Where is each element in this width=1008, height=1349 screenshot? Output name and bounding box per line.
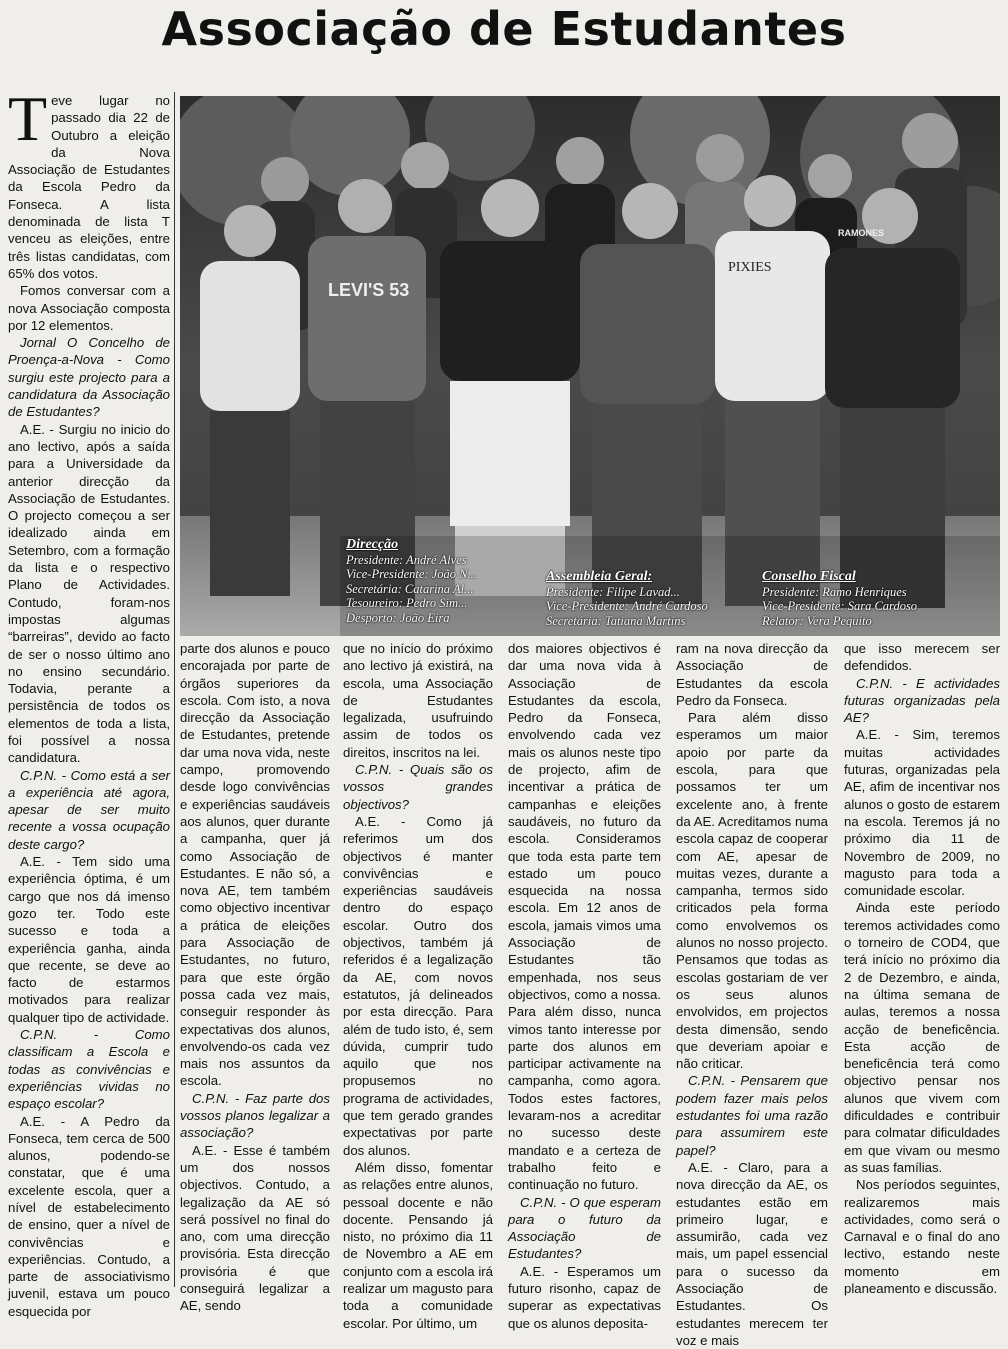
group-photo-illustration — [180, 96, 1000, 636]
paragraph: dos maiores objectivos é dar uma nova vida à Associação de Estudantes da escola, Pedro da Fonseca, envolvendo cada vez mais os alunos neste tipo de projecto, afim de incentivar a prática de campanhas e eleições saudáveis, no futuro da escola. Consideramos que toda esta parte tem estado um pouco esquecida na nossa escola. Em 12 anos de escola, jamais vimos uma Associação de Estudantes tão empenhada, nos seus objectivos, como a nossa. Para além disso, nunca vimos tanto interesse por parte dos alunos em participar activamente na campanha, como agora. Todos estes factores, levaram-nos a acreditar no sucesso deste mandato e a certeza de trabalho feito e continuação no futuro. — [508, 641, 661, 1193]
paragraph: ram na nova direcção da Associação de Estudantes da escola Pedro da Fonseca. — [676, 641, 828, 708]
drop-cap: T — [8, 83, 48, 154]
caption-direccao-line: Tesoureiro: Pedro Sim... — [346, 596, 468, 610]
interview-question: C.P.N. - Como está a ser a experiência até agora, apesar de ser muito recente a vossa ocupação deste cargo? — [8, 767, 170, 852]
caption-conselho-heading: Conselho Fiscal — [762, 569, 856, 584]
column-divider — [174, 92, 175, 1287]
interview-question: C.P.N. - Faz parte dos vossos planos legalizar a associação? — [180, 1090, 330, 1141]
interview-answer: A.E. - Sim, teremos muitas actividades futuras, organizadas pela AE, afim de incentivar nos alunos o gosto de estarem na escola. Teremos já no próximo dia 11 de Novembro de 2009, no magusto para toda a comunidade escolar. — [844, 727, 1000, 899]
interview-question: C.P.N. - Pensarem que podem fazer mais pelos estudantes foi uma razão para assumirem este papel? — [676, 1073, 828, 1158]
paragraph: Ainda este período teremos actividades como o torneiro de COD4, que terá início no próximo dia 2 de Dezembro, e ainda, na última semana de aulas, teremos a nossa acção de beneficência. Esta acção de beneficência terá como objectivo pensar nos alunos que vivem com dificuldades e contribuir para colmatar dificuldades em que vivam ou mesmo as suas famílias. — [844, 900, 1000, 1175]
interview-answer: A.E. - Tem sido uma experiência óptima, é um cargo que nos dá imenso gozo ter. Todo este sucesso e toda a experiência ganha, ainda que recente, se deve ao facto de estarmos motivados para realizar qualquer tipo de actividade. — [8, 854, 170, 1025]
caption-direccao-line: Vice-Presidente: João N... — [346, 567, 477, 581]
paragraph: parte dos alunos e pouco encorajada por parte de órgãos superiores da escola. Com isto, a nova direcção da Associação de Estudantes, pretende dar uma nova vida, neste campo, promovendo desde logo convivências e experiências saudáveis aos alunos, quer durante a campanha, quer já como Associação de Estudantes. E não só, a nova AE, tem também como objectivo incentivar a prática de eleições para Associação de Estudantes, no futuro, para que este órgão possa cada vez mais, conseguir responder às expectativas dos alunos, envolvendo-os cada vez mais nos assuntos da escola. — [180, 641, 330, 1089]
caption-conselho-line: Relator: Vera Pequito — [762, 613, 872, 628]
paragraph: Nos períodos seguintes, realizaremos mais actividades, como será o Carnaval e o final do ano lectivo, estando neste momento em planeamento e discussão. — [844, 1177, 1000, 1296]
caption-assembleia-heading: Assembleia Geral: — [546, 569, 653, 584]
interview-answer: A.E. - Esperamos um futuro risonho, capaz de superar as expectativas que os alunos deposita- — [508, 1263, 661, 1331]
paragraph: que isso merecem ser defendidos. — [844, 641, 1000, 674]
article-column-1 — [8, 83, 170, 1320]
caption-direccao-line: Presidente: André Alves — [346, 552, 467, 567]
article-column-2 — [180, 640, 330, 1315]
group-photo — [180, 96, 1000, 636]
interview-question: C.P.N. - O que esperam para o futuro da Associação de Estudantes? — [508, 1194, 661, 1262]
caption-assembleia-line: Presidente: Filipe Lavad... — [546, 584, 680, 599]
article-column-4 — [508, 640, 661, 1332]
paragraph: que no início do próximo ano lectivo já existirá, na escola, uma Associação de Estudantes legalizada, usufruindo assim de todos os direitos, inscritos na lei. — [343, 641, 493, 760]
caption-conselho — [762, 570, 917, 628]
interview-answer: A.E. - Surgiu no inicio do ano lectivo, após a saída para a Universidade da anterior direcção da Associação de Estudantes. O projecto começou a ser idealizado ainda em Setembro, com a formação da lista e o respectivo Plano de Actividades. Contudo, foram-nos impostas algumas “barreiras”, devido ao facto de ser o nosso último ano no ensino secundário. Todavia, perante a persistência de todos os elementos de toda a lista, foi possível a nossa candidatura. — [8, 421, 170, 766]
caption-direccao-line: Secretária: Catarina Al... — [346, 581, 474, 596]
caption-assembleia — [546, 570, 708, 628]
article-column-5 — [676, 640, 828, 1349]
interview-question: C.P.N. - Quais são os vossos grandes objectivos? — [343, 762, 493, 812]
caption-conselho-line: Presidente: Ramo Henriques — [762, 584, 907, 599]
interview-question: C.P.N. - E actividades futuras organizadas pela AE? — [844, 675, 1000, 726]
caption-assembleia-line: Secretária: Tatiana Martins — [546, 613, 686, 628]
paragraph: Para além disso esperamos um maior apoio por parte da escola, para que possamos ter um excelente ano, à frente da AE. Acreditamos numa escola capaz de cooperar com AE, apesar de muitas vezes, durante a campanha, termos sido criticados pela forma como envolvemos os alunos no nosso projecto. Pensamos que todas as escolas gostariam de ver os seus alunos envolvidos, em projectos desta dimensão, sendo que deveriam apoiar e não criticar. — [676, 710, 828, 1072]
interview-answer: A.E. - Claro, para a nova direcção da AE, os estudantes estão em primeiro lugar, e assumirão, cada vez mais, um papel essencial para o sucesso da Associação de Estudantes. Os estudantes merecem ter voz e mais — [676, 1159, 828, 1348]
interview-answer: A.E. - Como já referimos um dos objectivos é manter convivências e experiências saudáveis dentro do espaço escolar. Outro dos objectivos, também já referidos é a legalização da AE, com novos estatutos, já delineados por esta direcção. Para além de tudo isto, é, sem dúvida, cumprir tudo aquilo que nos propusemos no programa de actividades, que tem gerado grandes expectativas por parte dos alunos. — [343, 813, 493, 1158]
caption-direccao-line: Desporto: João Eira — [346, 610, 450, 625]
interview-answer: A.E. - Esse é também um dos nossos objectivos. Contudo, a legalização da AE só será possível no final do ano, com uma direcção provisória. Esta direcção provisória é que conseguirá legalizar a AE, sendo — [180, 1142, 330, 1314]
interview-question: Jornal O Concelho de Proença-a-Nova - Como surgiu este projecto para a candidatura da Associação de Estudantes? — [8, 335, 170, 420]
caption-direccao-heading: Direcção — [346, 537, 399, 552]
paragraph: Além disso, fomentar as relações entre alunos, pessoal docente e não docente. Pensando já nisto, no próximo dia 11 de Novembro a AE em conjunto com a escola irá realizar um magusto para toda a comunidade escolar. Por último, um — [343, 1159, 493, 1331]
paragraph: Fomos conversar com a nova Associação composta por 12 elementos. — [8, 283, 170, 333]
interview-question: C.P.N. - Como classificam a Escola e todas as convivências e experiências vividas no espaço escolar? — [8, 1027, 170, 1112]
article-column-3 — [343, 640, 493, 1332]
article-title: Associação de Estudantes — [161, 2, 847, 56]
caption-direccao — [346, 538, 477, 625]
interview-answer: A.E. - A Pedro da Fonseca, tem cerca de 500 alunos, podendo-se constatar, que é uma excelente escola, quer a nível de estabelecimento de ensino, quer a nível de convivências e experiências. Contudo, a parte de associativismo juvenil, estava um pouco esquecida por — [8, 1113, 170, 1319]
caption-conselho-line: Vice-Presidente: Sara Cardoso — [762, 599, 918, 613]
pixies-shirt-print: PIXIES — [728, 260, 772, 275]
paragraph: eve lugar no passado dia 22 de Outubro a eleição da Nova Associação de Estudantes da Escola Pedro da Fonseca. A lista denominada de lista T venceu as eleições, entre três listas candidatas, com 65% dos votos. — [8, 93, 170, 281]
caption-assembleia-line: Vice-Presidente: André Cardoso — [546, 599, 708, 613]
levis-shirt-print: LEVI'S 53 — [328, 280, 410, 300]
article-column-6 — [844, 640, 1000, 1297]
ramones-shirt-print: RAMONES — [838, 228, 885, 238]
